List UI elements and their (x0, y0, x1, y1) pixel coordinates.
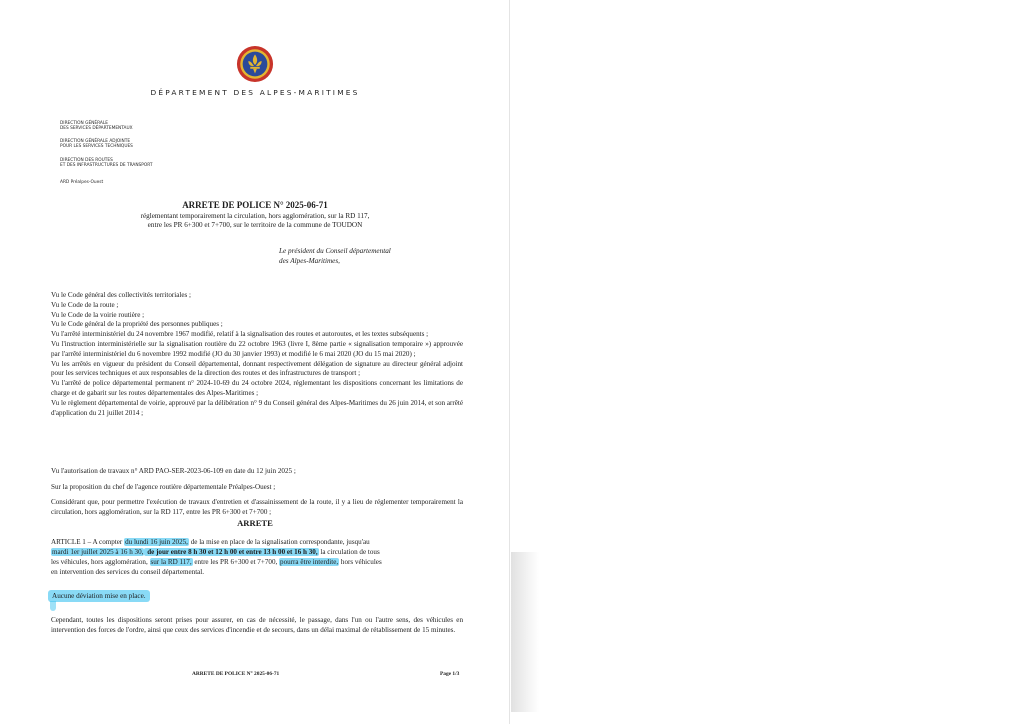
document-title: ARRETE DE POLICE N° 2025-06-71 (182, 200, 328, 210)
visa-item: Vu le Code général de la propriété des personnes publiques ; (51, 320, 223, 329)
department-name: DÉPARTEMENT DES ALPES-MARITIMES (150, 88, 360, 97)
visas-list (51, 291, 463, 418)
autorisation-paragraph: Vu l'autorisation de travaux n° ARD PAO-SER-2023-06-109 en date du 12 juin 2025 ; (51, 467, 296, 475)
highlight-hours: de jour entre 8 h 30 et 12 h 00 et entre 13 h 00 et 16 h 30, (145, 548, 318, 556)
blank-facing-page (510, 0, 1024, 724)
cependant-paragraph: Cependant, toutes les dispositions seront prises pour assurer, en cas de nécessité, le passage, dans l'un ou l'autre sens, des véhicules en intervention des forces de l'ordre, ainsi que ceux des services d'incendie et de secours, dans un délai maximal de rétablissement de 15 minutes. (51, 616, 463, 634)
scan-shadow (511, 552, 539, 712)
article-1: ARTICLE 1 – A compter du lundi 16 juin 2025, de la mise en place de la signalisation correspondante, jusqu'au mardi 1er juillet 2025 à 16 h 30, de jour entre 8 h 30 et 12 h 00 et entre 13 h 00 et 16 h 30, la circulation de tous les véhicules, hors agglomération, sur la RD 117, entre les PR 6+300 et 7+700, pourra être interdite, hors véhicules en intervention des services du conseil départemental. (51, 538, 382, 576)
considerant-paragraph: Considérant que, pour permettre l'exécution de travaux d'entretien et d'assainissement de la route, il y a lieu de réglementer temporairement la circulation, hors agglomération, sur la RD 117, entre les PR 6+300 et 7+700 ; (51, 498, 463, 516)
highlight-road: sur la RD 117, (150, 558, 192, 566)
visa-item: Vu les arrêtés en vigueur du président du Conseil départemental, donnant respectivement délégation de signature au directeur général adjoint pour les services techniques et aux responsables de la direction des routes et des infrastructures de transport ; (51, 359, 463, 378)
admin-direction-routes: DIRECTION DES ROUTES ET DES INFRASTRUCTURES DE TRANSPORT (60, 158, 153, 169)
admin-ard: ARD Préalpes-Ouest (60, 180, 104, 185)
footer-reference: ARRETE DE POLICE N° 2025-06-71 (192, 671, 280, 677)
document-subtitle: réglementant temporairement la circulation, hors agglomération, sur la RD 117, entre les PR 6+300 et 7+700, sur le territoire de la commune de TOUDON (140, 212, 370, 230)
visa-item: Vu le Code de la route ; (51, 300, 119, 309)
arrete-heading: ARRETE (237, 518, 273, 528)
highlight-interdiction: pourra être interdite, (280, 558, 339, 566)
alpes-maritimes-coat-of-arms-icon (236, 45, 274, 83)
visa-item: Vu l'instruction interministérielle sur la signalisation routière du 22 octobre 1963 (livre I, 8ème partie « signalisation temporaire ») approuvée par l'arrêté interministériel du 6 novembre 1992 modifié (JO du 30 janvier 1993) et modifié le 6 mai 2020 (JO du 15 mai 2020) ; (51, 339, 463, 358)
visa-item: Vu le Code de la voirie routière ; (51, 310, 145, 319)
visa-item: Vu le Code général des collectivités territoriales ; (51, 291, 192, 299)
footer-page-number: Page 1/3 (440, 671, 460, 677)
visa-item: Vu l'arrêté interministériel du 24 novembre 1967 modifié, relatif à la signalisation des routes et autoroutes, et les textes subséquents ; (51, 330, 429, 339)
visa-item: Vu le règlement départemental de voirie, approuvé par la délibération n° 9 du Conseil général des Alpes-Maritimes du 26 juin 2014, et son arrêté d'application du 21 juillet 2014 ; (51, 398, 463, 417)
highlight-end-date: mardi 1er juillet 2025 à 16 h 30, (52, 548, 144, 556)
visa-item: Vu l'arrêté de police départemental permanent n° 2024-10-69 du 24 octobre 2024, réglementant les dispositions concernant les limitations de charge et de gabarit sur les routes départementales des Alpes-Maritimes ; (51, 379, 463, 397)
admin-direction-adjointe: DIRECTION GÉNÉRALE ADJOINTE POUR LES SERVICES TECHNIQUES (60, 139, 133, 150)
highlight-start-date: du lundi 16 juin 2025, (125, 538, 188, 546)
highlight-deviation: Aucune déviation mise en place. (48, 590, 150, 602)
proposition-paragraph: Sur la proposition du chef de l'agence routière départementale Préalpes-Ouest ; (51, 483, 276, 491)
highlight-mark (50, 601, 56, 611)
document-page (0, 0, 510, 724)
president-heading: Le président du Conseil départemental des Alpes-Maritimes, (279, 247, 391, 265)
admin-direction-generale: DIRECTION GÉNÉRALE DES SERVICES DÉPARTEMENTAUX (60, 121, 133, 132)
